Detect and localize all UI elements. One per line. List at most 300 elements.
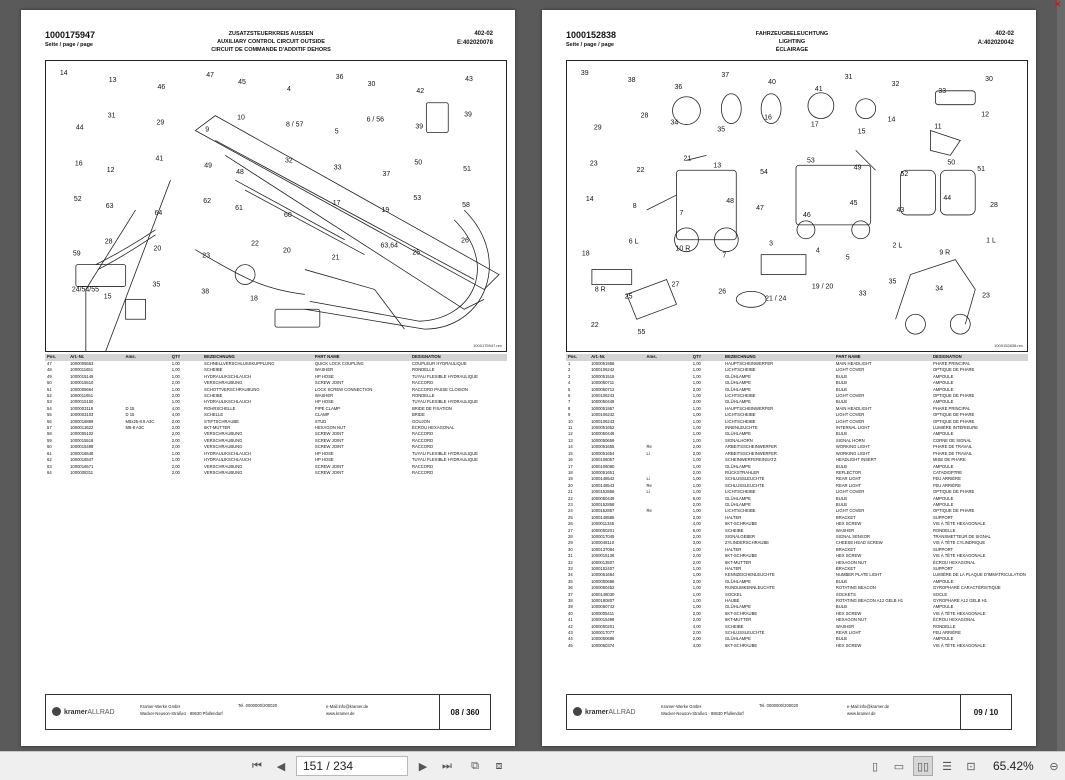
table-cell: SCREW JOINT <box>314 469 344 475</box>
company-phone: Tel. 0000000/200020 <box>759 703 799 708</box>
table-cell: ROTATING BEACON <box>835 585 876 591</box>
table-cell: 1,00 <box>692 437 701 443</box>
table-cell: SIGNAL HORN <box>835 437 865 443</box>
fit-page-icon: ▯ <box>871 760 879 773</box>
table-cell: GLÜHLAMPE <box>725 501 751 507</box>
table-cell: 4 <box>568 380 571 386</box>
table-cell: 1000050711 <box>591 380 615 386</box>
table-cell: 1,00 <box>692 373 701 379</box>
company-contact <box>847 703 889 717</box>
callout-label: 19 / 20 <box>811 283 834 291</box>
next-page-button[interactable] <box>414 756 432 776</box>
two-page-view-icon: ⧈ <box>495 759 503 772</box>
callout-label: 7 <box>679 209 684 217</box>
single-page-button[interactable] <box>890 756 908 776</box>
table-cell: RÜCKSTRAHLER <box>725 469 760 475</box>
pdf-page-right <box>542 10 1036 746</box>
table-cell: 20 <box>568 482 573 488</box>
table-cell: 1000050449 <box>591 495 615 501</box>
table-cell: 14 <box>568 444 573 450</box>
logo-suffix: ALLRAD <box>608 709 636 716</box>
table-cell: 1000106242 <box>591 412 615 418</box>
group-code <box>457 30 493 48</box>
two-page-spread-button[interactable] <box>913 756 933 776</box>
table-cell: SCHEIBE <box>204 393 223 399</box>
table-cell: BRACKET <box>835 566 856 571</box>
table-cell: SCHOTTVERSCHRAUBUNG <box>204 386 260 392</box>
table-cell: 1 <box>568 361 571 366</box>
callout-label: 29 <box>593 124 602 132</box>
callout-label: 19 <box>381 206 390 214</box>
table-cell: 1,00 <box>692 476 701 482</box>
table-cell: 1000152856 <box>591 489 615 495</box>
table-cell: Li <box>646 476 650 482</box>
table-cell: STUD <box>314 418 327 424</box>
table-cell: 1000003118 <box>70 405 94 411</box>
pdf-page-left <box>21 10 515 746</box>
company-web: www.kramer.de <box>326 711 355 716</box>
table-header-row <box>566 354 1028 361</box>
callout-label: 60 <box>283 211 292 219</box>
table-cell: 24 <box>568 508 573 514</box>
table-cell: HALTER <box>725 546 742 552</box>
table-cell: OPTIQUE DE PHARE <box>932 418 975 424</box>
table-cell: LIGHT COVER <box>835 367 865 373</box>
table-cell: LIGHT COVER <box>835 393 865 399</box>
callout-label: 17 <box>810 121 819 129</box>
table-cell: 6KT-SCHRAUBE <box>725 553 758 559</box>
table-cell: 1000015498 <box>591 617 615 623</box>
title-german: ZUSATZSTEUERKREIS AUSSEN <box>228 31 314 37</box>
table-cell: LOCK SCREW CONNECTION <box>314 386 373 392</box>
callout-label: 48 <box>236 169 244 177</box>
table-cell: BULB <box>835 373 847 379</box>
table-cell: CLAMP <box>314 412 330 418</box>
table-cell: 2,00 <box>171 425 180 431</box>
table-cell: 1,00 <box>692 361 701 366</box>
table-header-row <box>45 354 507 361</box>
table-cell: 6KT-SCHRAUBE <box>725 610 758 616</box>
document-number: 1000152838 <box>566 30 617 40</box>
column-header: Art.-Nr. <box>68 354 123 361</box>
callout-label: 20 <box>282 247 291 255</box>
page-number-field[interactable] <box>296 756 408 776</box>
table-cell: HYDRAULIKSCHLAUCH <box>204 399 252 405</box>
table-cell: 48 <box>47 367 52 373</box>
callout-label: 17 <box>332 200 341 208</box>
callout-label: 35 <box>152 281 161 289</box>
callout-label: 46 <box>802 211 811 219</box>
table-cell: 18 <box>568 469 573 475</box>
table-cell: 1,00 <box>692 604 701 610</box>
table-cell: GLÜHLAMPE <box>725 463 751 469</box>
table-cell: 2,00 <box>692 636 701 642</box>
callout-label: 30 <box>985 75 993 83</box>
callout-label: 18 <box>581 250 590 258</box>
table-cell: 1000017077 <box>591 630 615 636</box>
table-cell: ARBEITSSCHEINWERFER <box>725 444 777 450</box>
callout-label: 36 <box>674 83 683 91</box>
page-separator: / <box>326 759 330 773</box>
table-cell: AMPOULE <box>932 495 954 501</box>
table-cell: 26 <box>568 521 573 527</box>
table-cell: VIS À TÊTE HEXAGONALE <box>932 610 986 616</box>
title-german: FAHRZEUGBELEUCHTUNG <box>755 31 829 37</box>
last-page-button[interactable] <box>438 756 456 776</box>
callout-label: 37 <box>382 171 391 179</box>
table-cell: 3 <box>568 373 571 379</box>
table-cell: 1000106243 <box>591 393 615 399</box>
table-cell: WASHER <box>835 527 855 533</box>
table-cell: 1000152407 <box>591 566 615 571</box>
table-cell: 6KT-MUTTER <box>725 559 752 565</box>
table-cell: 1000011651 <box>70 393 94 399</box>
table-cell: 2,00 <box>692 559 701 565</box>
table-cell: 2,00 <box>171 437 180 443</box>
logo-text: kramer <box>64 709 88 716</box>
table-cell: 1000106057 <box>591 457 615 463</box>
callout-label: 5 <box>334 128 339 136</box>
table-cell: REFLECTOR <box>835 469 862 475</box>
table-cell: VIS À TÊTE HEXAGONALE <box>932 553 986 559</box>
table-cell: 2,00 <box>692 533 701 539</box>
group-code <box>978 30 1014 48</box>
table-cell: REAR LIGHT <box>835 630 862 636</box>
table-cell: AMPOULE <box>932 463 954 469</box>
exploded-drawing <box>566 60 1028 352</box>
table-cell: HEXAGON NUT <box>835 559 867 565</box>
table-cell: Re <box>646 444 652 450</box>
table-cell: HEX SCREW <box>835 642 862 648</box>
table-cell: 1000148542 <box>591 476 615 482</box>
table-cell: LUMIÈRE INTÉRIEURE <box>932 425 979 431</box>
table-cell: 1,00 <box>692 489 701 495</box>
table-cell: SCHELLE <box>204 412 224 418</box>
table-cell: 27 <box>568 527 573 533</box>
table-cell: 25 <box>568 514 573 520</box>
group-code-1: 402-02 <box>474 31 493 37</box>
callout-label: 50 <box>414 159 423 167</box>
table-cell: 1,00 <box>171 373 180 379</box>
table-cell: SCREW JOINT <box>314 444 344 450</box>
callout-label: 50 <box>947 159 956 167</box>
table-cell: LICHTSCHEIBE <box>725 393 756 399</box>
table-cell: 1000003103 <box>70 412 94 418</box>
table-cell: 6KT-MUTTER <box>204 425 231 431</box>
callout-label: 38 <box>627 76 636 84</box>
table-cell: WORKING LIGHT <box>835 444 870 450</box>
callout-label: 59 <box>72 250 81 258</box>
table-cell: SIGNALGEBER <box>725 533 756 539</box>
table-cell: 1000015136 <box>591 553 615 559</box>
scroll-page-icon: ☰ <box>942 760 952 773</box>
table-cell: VERSCHRAUBUNG <box>204 463 243 469</box>
table-cell: 1000152857 <box>591 508 615 514</box>
callout-label: 33 <box>333 164 342 172</box>
table-cell: GOUJON <box>411 418 430 424</box>
callout-label: 9 <box>205 126 210 134</box>
table-cell: 1,00 <box>692 546 701 552</box>
table-cell: RONDELLE <box>411 367 435 373</box>
callout-label: 37 <box>721 71 730 79</box>
table-cell: ROHRSCHELLE <box>204 405 236 411</box>
table-cell: Re <box>646 508 652 514</box>
table-cell: GLÜHLAMPE <box>725 386 751 392</box>
table-cell: FEU ARRIÈRE <box>932 476 961 482</box>
table-cell: 38 <box>568 598 573 604</box>
zoom-dropdown-icon: ⊡ <box>966 760 976 773</box>
company-address <box>140 703 223 717</box>
table-cell: BULB <box>835 636 847 642</box>
table-cell: 19 <box>568 476 573 482</box>
table-cell: 1000050659 <box>591 437 615 443</box>
table-cell: M8-8 A3C <box>125 425 145 431</box>
exploded-drawing <box>45 60 507 352</box>
table-cell: BRIDE <box>411 412 425 418</box>
table-cell: STIFTSCHRAUBE <box>204 418 239 424</box>
callout-label: 61 <box>235 204 243 212</box>
drawing-reference: 1000152838.rev <box>994 343 1023 348</box>
logo-text: kramer <box>585 709 609 716</box>
table-cell: SUPPORT <box>932 566 954 571</box>
table-cell: QUICK LOCK COUPLING <box>314 361 364 366</box>
zoom-dropdown-button[interactable] <box>962 756 980 776</box>
table-cell: 31 <box>568 553 573 559</box>
first-page-button[interactable] <box>248 756 266 776</box>
table-cell: 6KT-SCHRAUBE <box>725 642 758 648</box>
table-cell: 1000148585 <box>591 514 615 520</box>
company-web: www.kramer.de <box>847 711 876 716</box>
table-cell: VIS À TÊTE HEXAGONALE <box>932 642 986 648</box>
table-cell: AMPOULE <box>932 399 954 405</box>
table-cell: BULB <box>835 399 847 405</box>
callout-label: 8 R <box>594 286 606 294</box>
table-cell: 1000015150 <box>70 399 94 405</box>
table-cell: BRACKET <box>835 546 856 552</box>
table-cell: 1000005102 <box>70 431 94 437</box>
table-cell: RACCORD <box>411 463 434 469</box>
callout-label: 6 L <box>628 238 639 246</box>
document-number: 1000175947 <box>45 30 96 40</box>
column-header: Pos. <box>566 354 589 361</box>
vertical-scrollbar[interactable] <box>1057 0 1065 751</box>
drawing-reference: 1000175947.rev <box>473 343 502 348</box>
callout-label: 53 <box>806 157 815 165</box>
scroll-page-button[interactable] <box>938 756 956 776</box>
table-cell: 23 <box>568 501 573 507</box>
table-cell: TUYAU FLEXIBLE HYDRAULIQUE <box>411 457 478 463</box>
callout-label: 33 <box>858 290 867 298</box>
table-cell: BULB <box>835 386 847 392</box>
callout-label: 28 <box>640 112 649 120</box>
table-cell: 50 <box>47 380 52 386</box>
table-cell: 40 <box>568 610 573 616</box>
table-cell: 3,00 <box>692 540 701 546</box>
table-cell: 52 <box>47 393 52 399</box>
company-email: e-Mail:info@kramer.de <box>847 704 890 709</box>
table-cell: 1,00 <box>692 367 701 373</box>
table-cell: HEX SCREW <box>835 553 862 559</box>
callout-label: 38 <box>201 288 210 296</box>
table-cell: OPTIQUE DE PHARE <box>932 508 975 514</box>
table-cell: 1000050374 <box>591 642 615 648</box>
table-cell: 61 <box>47 450 52 456</box>
callout-label: 45 <box>238 78 246 86</box>
prev-page-icon: ◀ <box>276 760 286 773</box>
table-cell: RONDELLE <box>932 623 956 629</box>
table-cell: TUYAU FLEXIBLE HYDRAULIQUE <box>411 373 478 379</box>
table-cell: 1000011345 <box>591 521 615 527</box>
callout-label: 14 <box>887 116 896 124</box>
table-cell: 41 <box>568 617 573 623</box>
table-cell: MISE DE PHARE <box>932 457 966 463</box>
callout-label: 49 <box>204 162 213 170</box>
table-cell: GYROPHARE CARACTÉRISTIQUE <box>932 585 1001 591</box>
table-cell: 11 <box>568 425 573 431</box>
footer-page-number: 09 / 10 <box>960 695 1011 729</box>
table-cell: 1000015498 <box>70 444 94 450</box>
table-cell: 22 <box>568 495 573 501</box>
callout-label: 5 <box>845 254 850 262</box>
table-cell: INTERNAL LIGHT <box>835 425 870 431</box>
table-cell: HEX SCREW <box>835 610 862 616</box>
table-cell: 1000011651 <box>70 367 94 373</box>
viewer-toolbar <box>0 751 1065 780</box>
page-subtitle: Seite / page / page <box>566 42 614 48</box>
table-cell: 9 <box>568 412 571 418</box>
table-cell: 1000051651 <box>591 469 615 475</box>
table-cell: BULB <box>835 463 847 469</box>
table-cell: GLÜHLAMPE <box>725 495 751 501</box>
table-cell: 1,00 <box>692 572 701 578</box>
table-cell: SCREW JOINT <box>314 437 344 443</box>
callout-label: 55 <box>637 329 646 337</box>
table-cell: PHARE DE TRAVAIL <box>932 444 973 450</box>
table-cell: 44 <box>568 636 573 642</box>
zoom-level[interactable]: 65.42% <box>993 759 1034 773</box>
table-cell: RACCORD <box>411 444 434 450</box>
table-cell: 62 <box>47 457 52 463</box>
table-cell: 6 <box>568 393 571 399</box>
table-cell: BULB <box>835 431 847 437</box>
page-count: 234 <box>333 759 354 773</box>
table-cell: HP HOSE <box>314 450 334 456</box>
table-cell: Re <box>646 482 652 488</box>
table-cell: 1,00 <box>692 412 701 418</box>
table-cell: 15 <box>568 450 573 456</box>
table-cell: RONDELLE <box>411 393 435 399</box>
table-cell: PIPE CLAMP <box>314 405 341 411</box>
table-cell: 5 <box>568 386 571 392</box>
table-cell: 1,00 <box>692 380 701 386</box>
table-cell: 64 <box>47 469 52 475</box>
callout-label: 15 <box>103 293 112 301</box>
table-cell: CHEESE HEAD SCREW <box>835 540 883 546</box>
column-header: QTY <box>170 354 202 361</box>
callout-label: 44 <box>75 124 84 132</box>
table-cell: LIGHT COVER <box>835 508 865 514</box>
zoom-out-button[interactable] <box>1046 756 1062 776</box>
company-name: Kramer-Werke GmbH <box>140 704 181 709</box>
table-cell: FEU ARRIÈRE <box>932 482 961 488</box>
table-cell: 1000013507 <box>591 559 615 565</box>
table-cell: GLÜHLAMPE <box>725 604 751 610</box>
table-cell: GLÜHLAMPE <box>725 380 751 386</box>
table-cell: 17 <box>568 463 573 469</box>
close-icon[interactable]: ✕ <box>1054 0 1062 9</box>
table-cell: 32 <box>568 559 573 565</box>
table-cell: RACCORD <box>411 469 434 475</box>
table-cell: FEU ARRIÈRE <box>932 630 961 636</box>
page-footer <box>45 694 491 730</box>
table-cell: 1000051654 <box>591 450 615 456</box>
callout-label: 43 <box>896 206 905 214</box>
table-cell: ÉCROU HEXAGONAL <box>411 425 455 431</box>
table-cell: 30 <box>568 546 573 552</box>
fit-page-button[interactable] <box>866 756 884 776</box>
table-cell: VIS À TÊTE CYLINDRIQUE <box>932 540 986 546</box>
callout-label: 43 <box>465 75 473 83</box>
table-cell: VERSCHRAUBUNG <box>204 380 243 386</box>
callout-label: 36 <box>335 73 344 81</box>
table-cell: HYDRAULIKSCHLAUCH <box>204 450 252 456</box>
table-cell: ARBEITSSCHEINWERFER <box>725 450 777 456</box>
table-cell: 1000106243 <box>591 418 615 424</box>
table-cell: GYROPHARE A12 GELB H1 <box>932 598 987 604</box>
table-cell: 42 <box>568 623 573 629</box>
table-cell: LIGHT COVER <box>835 418 865 424</box>
table-cell: 2,00 <box>692 386 701 392</box>
callout-label: 29 <box>156 119 165 127</box>
table-cell: RONDELLE <box>932 527 956 533</box>
kramer-logo <box>573 707 636 716</box>
callout-label: 32 <box>284 157 293 165</box>
callout-label: 6 / 56 <box>366 116 385 124</box>
table-cell: 4,00 <box>171 405 180 411</box>
table-cell: 2,00 <box>692 578 701 584</box>
table-cell: ÉCROU HEXAGONAL <box>932 617 976 623</box>
table-cell: 1,00 <box>692 482 701 488</box>
table-cell: D 15 <box>125 412 135 418</box>
table-cell: AMPOULE <box>932 636 954 642</box>
table-cell: 6,00 <box>692 495 701 501</box>
callout-label: 28 <box>104 238 113 246</box>
table-cell: AMPOULE <box>932 501 954 507</box>
table-cell: ÉCROU HEXAGONAL <box>932 559 976 565</box>
table-cell: RACCORD <box>411 431 434 437</box>
prev-page-button[interactable] <box>272 756 290 776</box>
table-cell: 1000137084 <box>591 546 615 552</box>
callout-label: 21 <box>683 155 692 163</box>
callout-label: 63 <box>105 202 114 210</box>
table-cell: PHARE PRINCIPAL <box>932 405 971 411</box>
copy-page-button[interactable] <box>466 756 484 776</box>
table-cell: 4,00 <box>171 412 180 418</box>
table-cell: WASHER <box>835 623 855 629</box>
table-cell: 63 <box>47 463 52 469</box>
two-page-view-button[interactable] <box>490 756 508 776</box>
table-row <box>45 470 507 476</box>
callout-label: 8 / 57 <box>285 121 304 129</box>
company-contact <box>326 703 368 717</box>
callout-label: 26 <box>718 288 727 296</box>
table-cell: HEXAGON NUT <box>835 617 867 623</box>
table-cell: 4,00 <box>692 623 701 629</box>
table-cell: OPTIQUE DE PHARE <box>932 393 975 399</box>
table-cell: 1000005411 <box>591 610 615 616</box>
table-cell: REAR LIGHT <box>835 476 862 482</box>
parts-table <box>566 354 1028 649</box>
